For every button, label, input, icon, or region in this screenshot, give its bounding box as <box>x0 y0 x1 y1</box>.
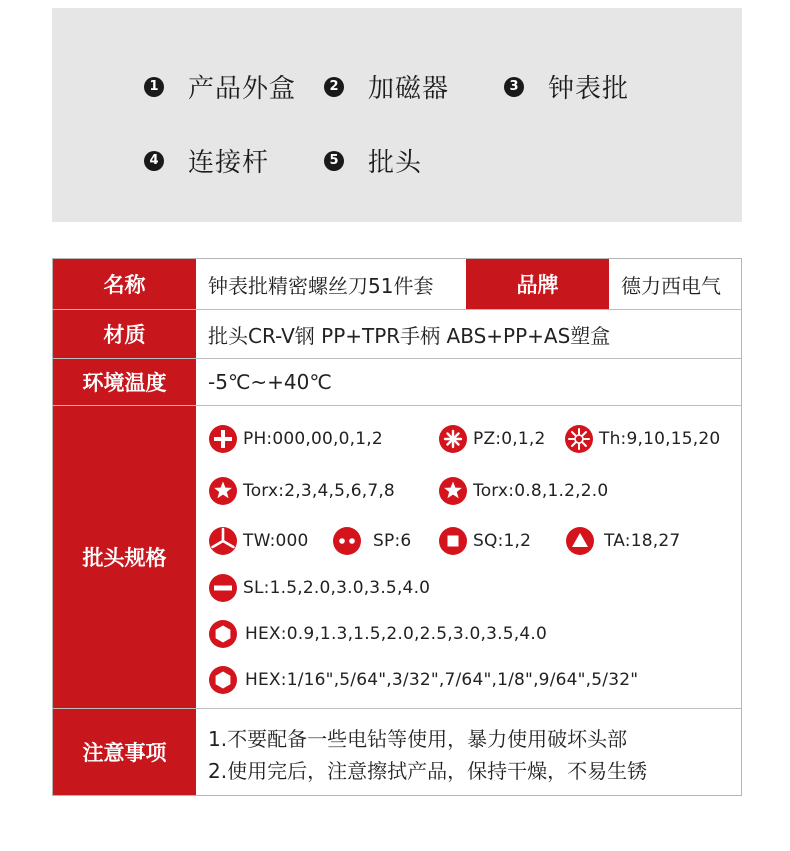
hex-icon <box>208 619 238 649</box>
torx-icon <box>208 476 238 506</box>
bit-spec-ph <box>208 424 383 454</box>
tri-wing-star-icon <box>564 424 594 454</box>
bit-spec-sq <box>438 526 531 556</box>
bit-spec-text: HEX:0.9,1.3,1.5,2.0,2.5,3.0,3.5,4.0 <box>245 624 548 644</box>
legend-item-extension <box>144 142 269 179</box>
square-icon <box>438 526 468 556</box>
pozidriv-icon <box>438 424 468 454</box>
brand-name: 德力西电气 <box>621 273 721 298</box>
bit-spec-torx-small <box>438 476 608 506</box>
note-line: 1.不要配备一些电钻等使用，暴力使用破坏头部 <box>208 727 628 751</box>
bit-spec-th <box>564 424 720 454</box>
legend-label: 加磁器 <box>368 74 450 104</box>
tri-wing-icon <box>208 526 238 556</box>
number-badge: 3 <box>504 77 524 97</box>
number-badge: 4 <box>144 151 164 171</box>
header-notes: 注意事项 <box>53 709 196 795</box>
header-temperature: 环境温度 <box>53 359 196 405</box>
legend-item-bits <box>324 142 422 179</box>
legend-item-driver <box>504 68 629 105</box>
legend-item-magnetizer <box>324 68 449 105</box>
note-line: 2.使用完后，注意擦拭产品，保持干燥，不易生锈 <box>208 759 648 783</box>
bit-spec-text: SP:6 <box>373 531 412 551</box>
bit-spec-text: Torx:2,3,4,5,6,7,8 <box>243 481 395 501</box>
hex-icon <box>208 665 238 695</box>
table-row-temperature <box>53 359 741 406</box>
header-brand: 品牌 <box>466 259 609 309</box>
material-value: 批头CR-V钢 PP+TPR手柄 ABS+PP+AS塑盒 <box>208 323 611 348</box>
torx-icon <box>438 476 468 506</box>
bit-spec-ta <box>565 526 680 556</box>
legend-item-box <box>144 68 296 105</box>
bit-spec-hex-metric <box>208 619 547 649</box>
bit-spec-sp <box>332 526 411 556</box>
bit-spec-text: HEX:1/16",5/64",3/32",7/64",1/8",9/64",5/32" <box>245 670 639 690</box>
bit-spec-text: Th:9,10,15,20 <box>599 429 721 449</box>
bit-spec-text: TA:18,27 <box>604 531 681 551</box>
header-name: 名称 <box>53 259 196 309</box>
table-row-notes <box>53 709 741 795</box>
legend-label: 批头 <box>368 148 423 178</box>
bit-spec-text: PH:000,00,0,1,2 <box>243 429 383 449</box>
table-row-material <box>53 310 741 359</box>
legend-panel <box>52 8 742 222</box>
product-name: 钟表批精密螺丝刀51件套 <box>208 273 434 298</box>
spanner-icon <box>332 526 362 556</box>
legend-label: 钟表批 <box>548 74 630 104</box>
header-material: 材质 <box>53 310 196 358</box>
slotted-icon <box>208 573 238 603</box>
spec-table <box>52 258 742 796</box>
bit-spec-hex-imperial <box>208 665 638 695</box>
triangle-icon <box>565 526 595 556</box>
table-row-bits <box>53 406 741 709</box>
number-badge: 1 <box>144 77 164 97</box>
bit-spec-text: Torx:0.8,1.2,2.0 <box>473 481 609 501</box>
legend-label: 连接杆 <box>188 148 270 178</box>
bit-spec-torx-large <box>208 476 395 506</box>
header-bits: 批头规格 <box>53 406 196 708</box>
bit-spec-text: TW:000 <box>243 531 309 551</box>
bit-spec-pz <box>438 424 545 454</box>
bit-spec-sl <box>208 573 430 603</box>
number-badge: 2 <box>324 77 344 97</box>
phillips-icon <box>208 424 238 454</box>
temperature-value: -5℃~+40℃ <box>208 370 332 394</box>
bit-spec-text: SQ:1,2 <box>473 531 532 551</box>
number-badge: 5 <box>324 151 344 171</box>
bit-spec-text: PZ:0,1,2 <box>473 429 546 449</box>
table-row-name <box>53 259 741 310</box>
bit-spec-text: SL:1.5,2.0,3.0,3.5,4.0 <box>243 578 431 598</box>
legend-label: 产品外盒 <box>188 74 297 104</box>
bit-spec-tw <box>208 526 309 556</box>
